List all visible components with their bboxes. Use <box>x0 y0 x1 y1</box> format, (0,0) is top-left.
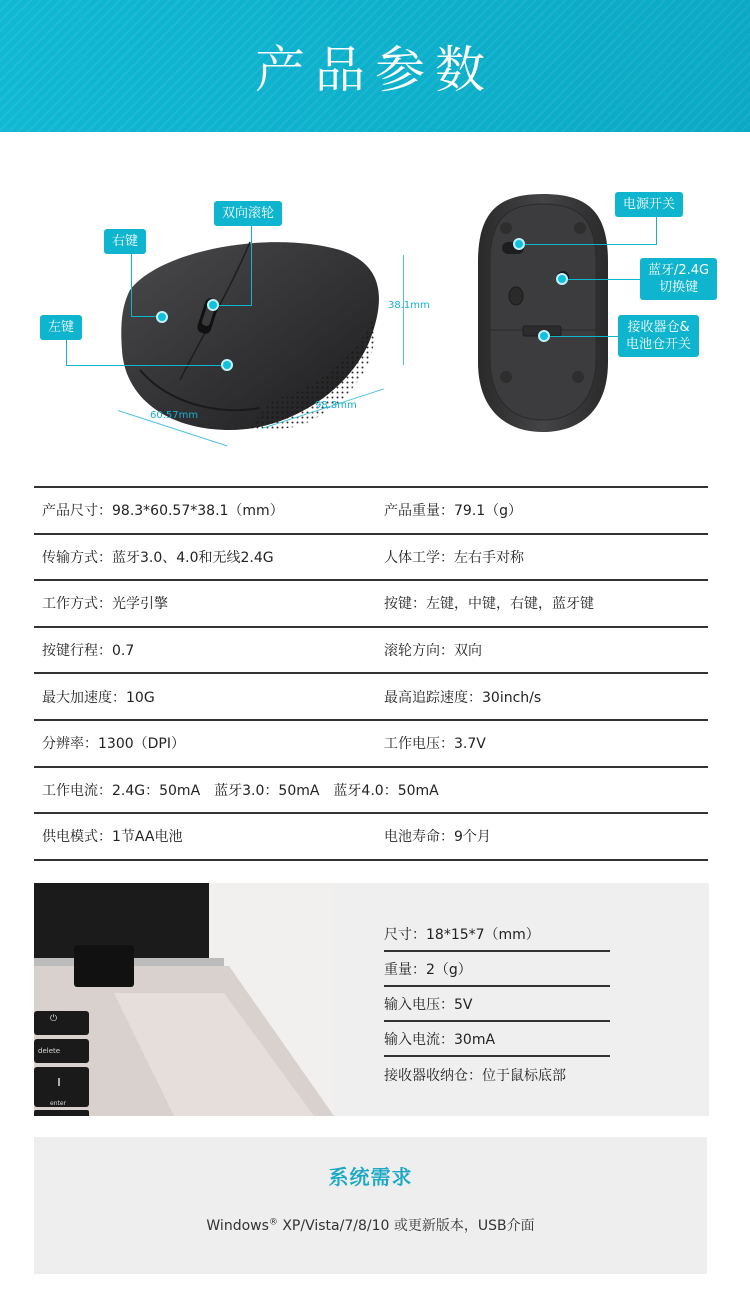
callout-lead <box>131 316 159 317</box>
system-requirements <box>34 1137 707 1274</box>
callout-lead <box>131 254 132 316</box>
spec-left: 工作电流：2.4G：50mA 蓝牙3.0：50mA 蓝牙4.0：50mA <box>42 782 439 799</box>
spec-left: 按键行程：0.7 <box>42 643 135 660</box>
mouse-top-view <box>100 230 400 450</box>
spec-right: 人体工学：左右手对称 <box>384 549 524 566</box>
spec-right: 产品重量：79.1（g） <box>384 503 523 520</box>
spec-right: 最高追踪速度：30inch/s <box>384 689 542 706</box>
receiver-spec-item: 输入电流：30mA <box>384 1022 610 1057</box>
spec-row <box>34 488 708 535</box>
dimension-width: 60.57mm <box>150 410 199 421</box>
system-requirements-title: 系统需求 <box>328 1165 413 1189</box>
receiver-section <box>34 883 709 1116</box>
callout-lead <box>520 244 657 245</box>
spec-right: 工作电压：3.7V <box>384 736 486 753</box>
marker-dot <box>207 299 219 311</box>
callout-right-button: 右键 <box>104 229 146 254</box>
spec-row <box>34 628 708 675</box>
spec-row <box>34 721 708 768</box>
registered-mark: ® <box>268 1217 278 1228</box>
key-enter-label: enter <box>50 1100 67 1107</box>
callout-lead <box>66 340 67 365</box>
specs-table <box>34 486 708 861</box>
callout-lead <box>216 305 252 306</box>
dimension-height: 38.1mm <box>388 300 430 311</box>
mouse-bottom-view <box>468 192 618 434</box>
spec-row <box>34 814 708 861</box>
key-delete-label: delete <box>38 1047 61 1055</box>
key-power-icon: ⏻ <box>50 1014 58 1024</box>
callout-battery-compartment <box>618 315 699 357</box>
os-versions: XP/Vista/7/8/10 或更新版本，USB介面 <box>277 1218 535 1234</box>
spec-row <box>34 581 708 628</box>
spec-right: 滚轮方向：双向 <box>384 643 482 660</box>
spec-left: 产品尺寸：98.3*60.57*38.1（mm） <box>42 503 284 520</box>
marker-dot <box>556 273 568 285</box>
spec-left: 分辨率：1300（DPI） <box>42 736 185 753</box>
page-title: 产品参数 <box>255 41 495 99</box>
product-figures <box>0 170 750 460</box>
system-requirements-text <box>34 1215 707 1235</box>
spec-row <box>34 674 708 721</box>
callout-lead <box>66 365 224 366</box>
marker-dot <box>221 359 233 371</box>
receiver-spec-item: 尺寸：18*15*7（mm） <box>384 917 610 952</box>
receiver-spec-list <box>384 917 610 1092</box>
header-banner <box>0 0 750 132</box>
marker-dot <box>513 238 525 250</box>
callout-battery-line1: 接收器仓& <box>627 320 690 335</box>
windows-label: Windows <box>206 1218 269 1234</box>
callout-bt-switch <box>640 258 717 300</box>
laptop-usb-receiver-image <box>34 883 334 1116</box>
receiver-spec-item: 输入电压：5V <box>384 987 610 1022</box>
spec-left: 供电模式：1节AA电池 <box>42 829 183 846</box>
callout-lead <box>656 217 657 244</box>
callout-lead <box>568 279 640 280</box>
callout-battery-line2: 电池仓开关 <box>626 337 692 352</box>
callout-lead <box>251 226 252 305</box>
receiver-spec-item: 接收器收纳仓：位于鼠标底部 <box>384 1067 566 1084</box>
marker-dot <box>538 330 550 342</box>
callout-power-switch: 电源开关 <box>615 192 683 217</box>
callout-lead <box>550 336 618 337</box>
callout-left-button: 左键 <box>40 315 82 340</box>
marker-dot <box>156 311 168 323</box>
spec-right: 电池寿命：9个月 <box>384 829 491 846</box>
spec-left: 传输方式：蓝牙3.0、4.0和无线2.4G <box>42 549 274 566</box>
dimension-length: 98.3mm <box>315 400 357 411</box>
spec-left: 工作方式：光学引擎 <box>42 596 168 613</box>
spec-left: 最大加速度：10G <box>42 689 155 706</box>
receiver-spec-item: 重量：2（g） <box>384 952 610 987</box>
callout-scroll-wheel: 双向滚轮 <box>214 201 282 226</box>
spec-right: 按键：左键，中键，右键，蓝牙键 <box>384 596 594 613</box>
callout-bt-switch-line1: 蓝牙/2.4G <box>648 263 710 278</box>
callout-bt-switch-line2: 切换键 <box>659 280 699 295</box>
spec-row <box>34 768 708 815</box>
spec-row <box>34 535 708 582</box>
